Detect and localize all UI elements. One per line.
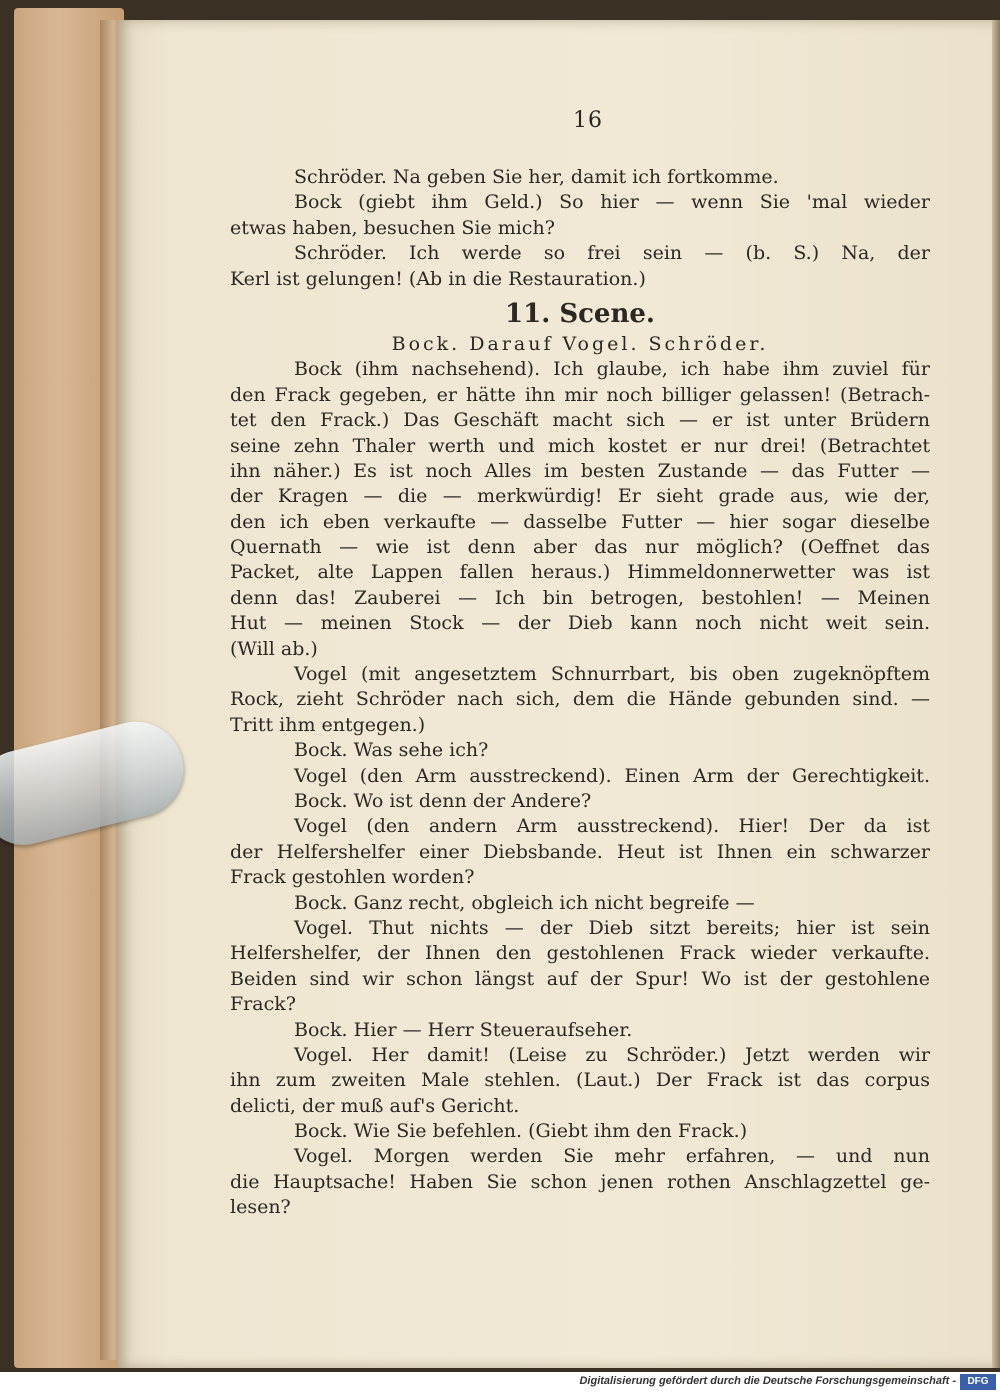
text-line: ihn zum zweiten Male stehlen. (Laut.) Der Frack ist das corpus [230,1069,930,1092]
text-line: lesen? [230,1196,291,1219]
text-line: Frack? [230,993,296,1016]
text-line: Vogel (den Arm ausstreckend). Einen Arm der Gerechtigkeit. [294,764,930,787]
text-line: Bock. Wo ist denn der Andere? [294,789,592,812]
text-line: Bock. Wie Sie befehlen. (Giebt ihm den Frack.) [294,1120,748,1143]
text-line: Frack gestohlen worden? [230,866,475,889]
page-number: 16 [573,108,603,133]
text-line: der Kragen — die — merkwürdig! Er sieht grade aus, wie der, [230,485,930,508]
text-line: ihn näher.) Es ist noch Alles im besten Zustande — das Futter — [230,459,930,482]
text-line: denn das! Zauberei — Ich bin betrogen, bestohlen! — Meinen [230,586,930,609]
page-text-block [230,165,930,1221]
text-line: Quernath — wie ist denn aber das nur möglich? (Oeffnet das [230,536,930,559]
text-line: Vogel. Morgen werden Sie mehr erfahren, — und nun [294,1145,930,1168]
text-line: Tritt ihm entgegen.) [230,713,426,736]
text-line: Bock (ihm nachsehend). Ich glaube, ich habe ihm zuviel für [294,358,930,381]
book-page [118,20,1000,1368]
text-line: Beiden sind wir schon längst auf der Spur! Wo ist der gestohlene [230,967,930,990]
text-line: Bock. Ganz recht, obgleich ich nicht begreife — [294,891,755,914]
dfg-logo-icon: DFG [960,1374,996,1390]
text-line: Hut — meinen Stock — der Dieb kann noch nicht weit sein. [230,612,930,635]
text-line: Helfershelfer, der Ihnen den gestohlenen Frack wieder verkaufte. [230,942,930,965]
text-line: Vogel. Her damit! (Leise zu Schröder.) Jetzt werden wir [294,1043,930,1066]
text-line: tet den Frack.) Das Geschäft macht sich — er ist unter Brüdern [230,409,930,432]
text-line: (Will ab.) [230,637,318,660]
text-line: Vogel (mit angesetztem Schnurrbart, bis oben zugeknöpftem [294,663,930,686]
text-line: Schröder. Ich werde so frei sein — (b. S.) Na, der [294,242,930,265]
text-line: Bock (giebt ihm Geld.) So hier — wenn Sie 'mal wieder [294,191,930,214]
footer-credit: Digitalisierung gefördert durch die Deutsche Forschungsgemeinschaft - [579,1375,956,1387]
text-line: Vogel. Thut nichts — der Dieb sitzt bereits; hier ist sein [294,916,930,939]
page-edge [992,20,1000,1368]
text-line: Bock. Darauf Vogel. Schröder. [391,332,769,355]
text-line: die Hauptsache! Haben Sie schon jenen rothen Anschlagzettel ge- [230,1170,930,1193]
text-line: Vogel (den andern Arm ausstreckend). Hier! Der da ist [294,815,930,838]
text-line: Kerl ist gelungen! (Ab in die Restauration.) [230,267,646,290]
text-line: den Frack gegeben, er hätte ihn mir noch billiger gelassen! (Betrach- [230,383,930,406]
footer-bar [0,1372,1000,1393]
text-line: Packet, alte Lappen fallen heraus.) Himmeldonnerwetter was ist [230,561,930,584]
text-line: delicti, der muß auf's Gericht. [230,1094,520,1117]
text-line: Bock. Was sehe ich? [294,739,489,762]
text-line: den ich eben verkaufte — dasselbe Futter — hier sogar dieselbe [230,510,930,533]
text-line: seine zehn Thaler werth und mich kostet er nur drei! (Betrachtet [230,434,930,457]
text-line: Bock. Hier — Herr Steueraufseher. [294,1018,633,1041]
text-line: 11. Scene. [505,298,655,329]
text-line: etwas haben, besuchen Sie mich? [230,216,555,239]
text-line: der Helfershelfer einer Diebsbande. Heut ist Ihnen ein schwarzer [230,840,930,863]
text-line: Schröder. Na geben Sie her, damit ich fortkomme. [294,166,779,188]
text-line: Rock, zieht Schröder nach sich, dem die Hände gebunden sind. — [230,688,930,711]
